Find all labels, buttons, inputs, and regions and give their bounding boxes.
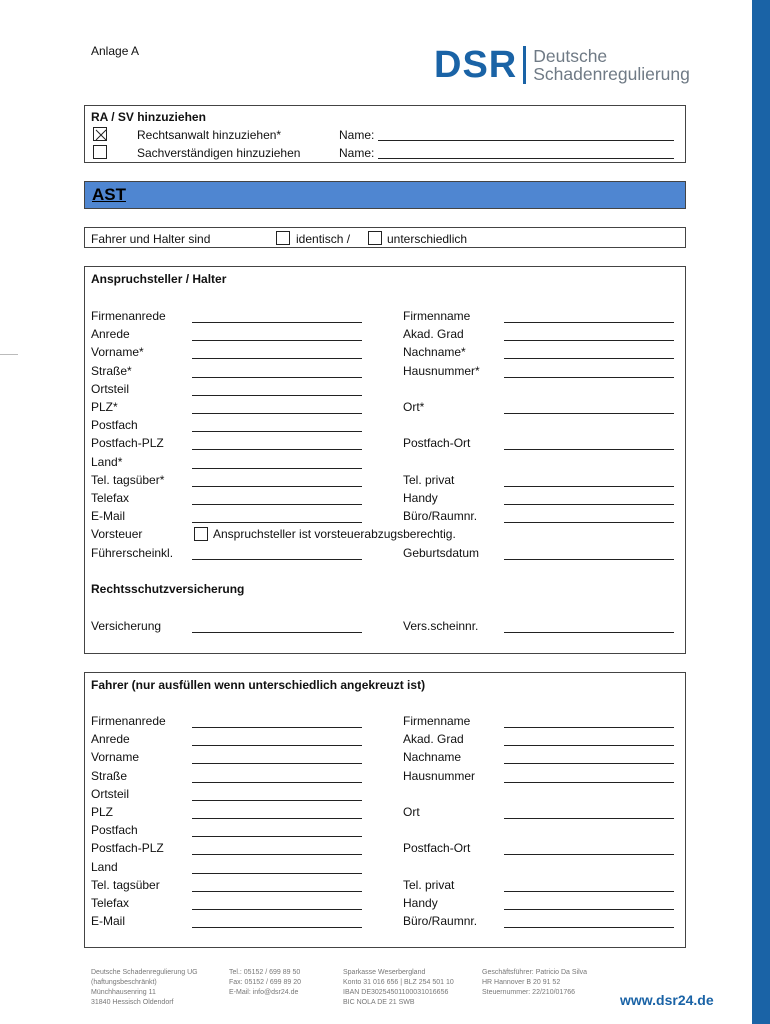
input-line[interactable] (192, 559, 362, 560)
sv-name-field[interactable] (378, 158, 674, 159)
input-line[interactable] (192, 449, 362, 450)
field-label: E-Mail (91, 914, 126, 929)
field-label: Telefax (91, 896, 130, 910)
input-line[interactable] (192, 727, 362, 728)
input-line[interactable] (192, 486, 362, 487)
input-line[interactable] (504, 854, 674, 855)
field-label: Hausnummer* (403, 363, 480, 378)
footer-contact (229, 968, 301, 998)
ast-title: AST (92, 185, 126, 204)
input-line[interactable] (192, 763, 362, 764)
sv-name-label: Name: (339, 146, 375, 160)
input-line[interactable] (504, 449, 674, 450)
input-line[interactable] (504, 763, 674, 764)
field-label: Handy (403, 896, 438, 910)
field-label: Tel. privat (403, 472, 455, 487)
field-label: Firmenname (403, 714, 471, 728)
input-line[interactable] (504, 727, 674, 728)
field-label: Vorname* (91, 345, 144, 360)
logo-line-1: Deutsche (533, 46, 608, 66)
footer-line: Tel.: 05152 / 699 89 50 (229, 969, 301, 976)
rechtsanwalt-label: Rechtsanwalt hinzuziehen* (137, 128, 282, 142)
input-line[interactable] (504, 340, 674, 341)
input-line[interactable] (504, 322, 674, 323)
input-line[interactable] (504, 927, 674, 928)
anlage-label: Anlage A (91, 44, 140, 58)
footer-line: Steuernummer: 22/210/01766 (482, 989, 576, 996)
sachverstaendiger-label: Sachverständigen hinzuziehen (137, 146, 301, 160)
field-label: Nachname (403, 750, 462, 765)
versicherung-field[interactable] (192, 632, 362, 633)
footer-line: HR Hannover B 20 91 52 (482, 979, 561, 986)
logo-wordmark (533, 47, 690, 83)
vers-scheinnr-label: Vers.scheinnr. (403, 619, 479, 633)
input-line[interactable] (504, 413, 674, 414)
field-label: Nachname* (403, 345, 466, 360)
input-line[interactable] (192, 431, 362, 432)
checkmark-x-icon (94, 128, 108, 142)
rechtsanwalt-checkbox[interactable] (93, 127, 107, 141)
footer-bank (343, 968, 454, 1008)
input-line[interactable] (192, 413, 362, 414)
right-edge-stripe (752, 0, 770, 1024)
field-label: Büro/Raumnr. (403, 509, 478, 524)
input-line[interactable] (504, 559, 674, 560)
input-line[interactable] (192, 322, 362, 323)
field-label: Telefax (91, 491, 130, 505)
field-label: Büro/Raumnr. (403, 914, 478, 929)
fahrer-halter-label: Fahrer und Halter sind (91, 232, 211, 246)
field-label: Anrede (91, 732, 130, 747)
field-label: Handy (403, 491, 438, 505)
input-line[interactable] (504, 358, 674, 359)
field-label: PLZ* (91, 400, 118, 414)
field-label: Firmenanrede (91, 309, 166, 323)
input-line[interactable] (192, 800, 362, 801)
vers-scheinnr-field[interactable] (504, 632, 674, 633)
ra-name-label: Name: (339, 128, 375, 142)
field-label: Vorsteuer (91, 527, 143, 542)
input-line[interactable] (192, 340, 362, 341)
identisch-label: identisch / (296, 232, 351, 246)
footer-line: Sparkasse Weserbergland (343, 969, 426, 976)
sachverstaendiger-checkbox[interactable] (93, 145, 107, 159)
input-line[interactable] (192, 854, 362, 855)
identisch-checkbox[interactable] (276, 231, 290, 245)
ra-sv-title: RA / SV hinzuziehen (91, 110, 206, 124)
field-label: Firmenname (403, 309, 471, 323)
footer-line: Konto 31 016 656 | BLZ 254 501 10 (343, 979, 454, 986)
field-label: Tel. tagsüber (91, 877, 160, 892)
field-label: Ort* (403, 400, 425, 414)
logo-mark: DSR (434, 44, 518, 86)
dsr-logo (434, 44, 690, 86)
input-line[interactable] (504, 377, 674, 378)
input-line[interactable] (192, 891, 362, 892)
footer-line: 31840 Hessisch Oldendorf (91, 999, 174, 1006)
field-label: Vorname (91, 750, 140, 765)
field-label: Tel. tagsüber* (91, 472, 165, 487)
field-label: E-Mail (91, 509, 126, 524)
field-label: Postfach-Ort (403, 436, 471, 451)
input-line[interactable] (192, 377, 362, 378)
field-label: Postfach (91, 418, 138, 433)
logo-divider (523, 46, 526, 84)
input-line[interactable] (504, 486, 674, 487)
fahrer-title: Fahrer (nur ausfüllen wenn unterschiedlich angekreuzt ist) (91, 678, 426, 692)
field-label: Akad. Grad (403, 732, 464, 747)
unterschiedlich-checkbox[interactable] (368, 231, 382, 245)
input-line[interactable] (192, 818, 362, 819)
input-line[interactable] (192, 745, 362, 746)
field-label: Land (91, 859, 118, 874)
field-label: Firmenanrede (91, 714, 166, 728)
input-line[interactable] (192, 873, 362, 874)
input-line[interactable] (192, 927, 362, 928)
input-line[interactable] (504, 818, 674, 819)
footer-line: Geschäftsführer: Patricio Da Silva (482, 969, 588, 976)
fold-mark (0, 354, 18, 355)
website-link[interactable]: www.dsr24.de (620, 992, 714, 1008)
input-line[interactable] (504, 745, 674, 746)
field-label: Ort (403, 805, 420, 819)
field-label: Ortsteil (91, 786, 130, 801)
field-label: Anrede (91, 327, 130, 342)
footer-line: Münchhausenring 11 (91, 989, 156, 996)
anspruchsteller-title: Anspruchsteller / Halter (91, 272, 227, 286)
ra-name-field[interactable] (378, 140, 674, 141)
vorsteuer-text: Anspruchsteller ist vorsteuerabzugsberechtig. (213, 527, 456, 541)
field-label: PLZ (91, 805, 114, 819)
input-line[interactable] (192, 522, 362, 523)
input-line[interactable] (504, 504, 674, 505)
logo-line-2: Schadenregulierung (533, 64, 690, 84)
input-line[interactable] (192, 504, 362, 505)
input-line[interactable] (504, 782, 674, 783)
unterschiedlich-label: unterschiedlich (387, 232, 468, 246)
vorsteuer-checkbox[interactable] (194, 527, 208, 541)
footer-management (482, 968, 587, 998)
footer-line: BIC NOLA DE 21 SWB (343, 999, 415, 1006)
field-label: Postfach-PLZ (91, 841, 164, 856)
field-label: Straße (91, 768, 128, 783)
field-label: Führerscheinkl. (91, 545, 174, 560)
rechtsschutz-title: Rechtsschutzversicherung (91, 582, 245, 596)
field-label: Postfach-PLZ (91, 436, 164, 451)
input-line[interactable] (192, 395, 362, 396)
input-line[interactable] (192, 909, 362, 910)
versicherung-label: Versicherung (91, 619, 162, 633)
footer-line: Fax: 05152 / 699 89 20 (229, 979, 301, 986)
input-line[interactable] (192, 468, 362, 469)
input-line[interactable] (192, 836, 362, 837)
field-label: Tel. privat (403, 877, 455, 892)
field-label: Straße* (91, 363, 132, 378)
ast-heading-bar (84, 181, 686, 209)
field-label: Akad. Grad (403, 327, 464, 342)
fahrer-section (84, 672, 686, 948)
input-line[interactable] (192, 782, 362, 783)
input-line[interactable] (504, 891, 674, 892)
field-label: Postfach (91, 823, 138, 838)
footer-line: E-Mail: info@dsr24.de (229, 989, 299, 996)
field-label: Hausnummer (403, 768, 476, 783)
footer-line: Deutsche Schadenregulierung UG (91, 969, 198, 976)
field-label: Geburtsdatum (403, 545, 480, 560)
input-line[interactable] (504, 909, 674, 910)
footer-company (91, 968, 198, 1008)
footer-line: IBAN DE30254501100031016656 (343, 989, 449, 996)
input-line[interactable] (192, 358, 362, 359)
field-label: Postfach-Ort (403, 841, 471, 856)
footer-line: (haftungsbeschränkt) (91, 979, 157, 986)
field-label: Ortsteil (91, 381, 130, 396)
field-label: Land* (91, 454, 123, 469)
input-line[interactable] (504, 522, 674, 523)
